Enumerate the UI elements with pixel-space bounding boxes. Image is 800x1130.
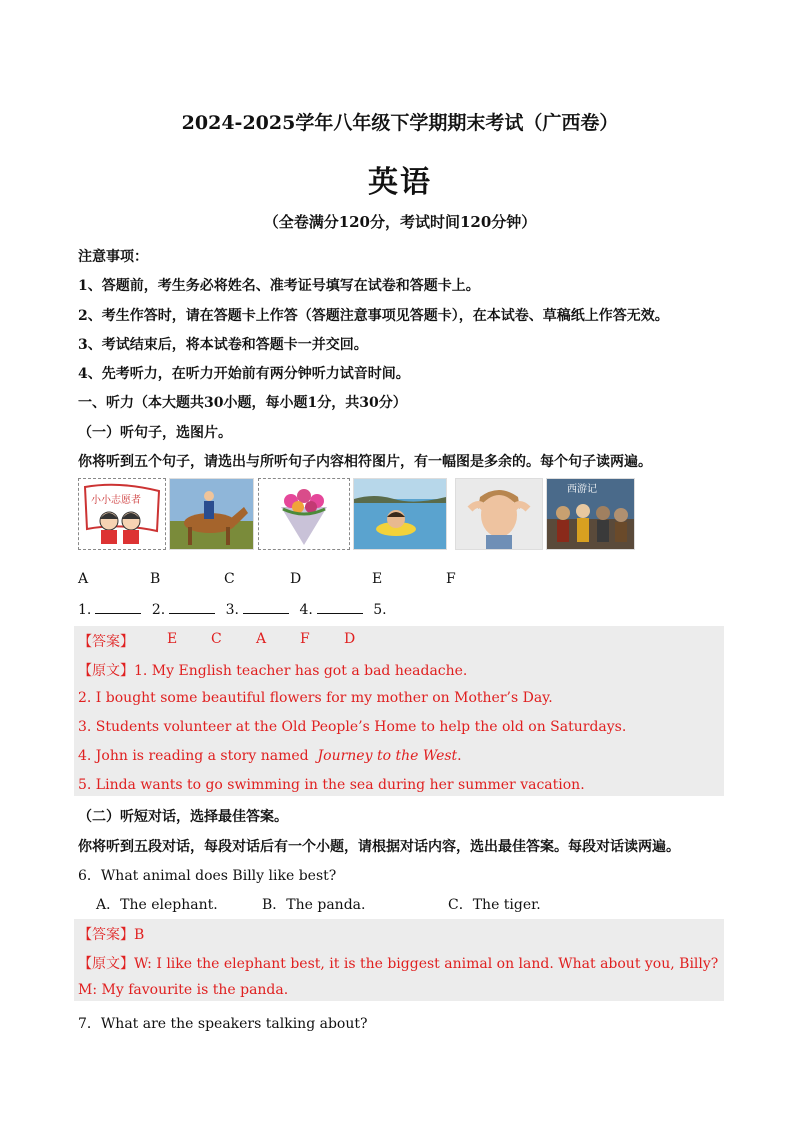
- answer-2: C: [211, 631, 222, 647]
- picture-letter-f: F: [446, 571, 456, 587]
- answer-5: D: [344, 631, 356, 647]
- blank-1[interactable]: [95, 601, 141, 614]
- blank-label-2: 2.: [151, 602, 166, 618]
- notes-item-1: 1、答题前，考生务必将姓名、准考证号填写在试卷和答题卡上。: [78, 278, 480, 294]
- subject-title: 英语: [368, 165, 432, 200]
- script-text-1: 1. My English teacher has got a bad headache.: [134, 663, 468, 679]
- script-text-4: 4. John is reading a story named: [78, 748, 309, 764]
- q6-answer: 【答案】B: [78, 927, 145, 943]
- picture-c-flowers: [258, 478, 350, 550]
- blank-label-1: 1.: [78, 602, 92, 618]
- script-line-2: 2. I bought some beautiful flowers for my mother on Mother’s Day.: [78, 690, 553, 706]
- script-book-title: Journey to the West: [317, 748, 458, 764]
- question-6: 6．What animal does Billy like best?: [78, 868, 337, 884]
- q6-option-a[interactable]: A．The elephant.: [96, 897, 218, 913]
- q6-script-line-1: [78, 953, 718, 973]
- blank-4[interactable]: [317, 601, 363, 614]
- sub2-heading: （二）听短对话，选择最佳答案。: [78, 809, 288, 825]
- answer-4: F: [300, 631, 310, 647]
- notes-item-3: 3、考试结束后，将本试卷和答题卡一并交回。: [78, 337, 368, 353]
- q6-option-c[interactable]: C．The tiger.: [448, 897, 541, 913]
- picture-b-horse: [169, 478, 254, 550]
- picture-letter-d: D: [290, 571, 302, 587]
- answer-3: A: [256, 631, 267, 647]
- part1-heading: 一、听力（本大题共30小题，每小题1分，共30分）: [78, 395, 407, 411]
- notes-heading: 注意事项：: [78, 249, 148, 265]
- script-line-3: 3. Students volunteer at the Old People’s Home to help the old on Saturdays.: [78, 719, 627, 735]
- exam-title: 2024-2025学年八年级下学期期末考试（广西卷）: [181, 112, 619, 134]
- exam-meta: （全卷满分120分，考试时间120分钟）: [263, 213, 537, 231]
- notes-item-2: 2、考生作答时，请在答题卡上作答（答题注意事项见答题卡），在本试卷、草稿纸上作答无效。: [78, 308, 669, 324]
- answer-1: E: [167, 631, 178, 647]
- script-line-5: 5. Linda wants to go swimming in the sea during her summer vacation.: [78, 777, 585, 793]
- picture-a-text: 小小志愿者: [91, 495, 141, 506]
- picture-letter-b: B: [150, 571, 161, 587]
- blank-3[interactable]: [243, 601, 289, 614]
- picture-f-text: 西游记: [567, 484, 597, 495]
- sub1-heading: （一）听句子，选图片。: [78, 425, 232, 441]
- answer-blanks-row: [78, 601, 387, 618]
- q6-script-line-2: M: My favourite is the panda.: [78, 982, 289, 998]
- blank-label-4: 4.: [299, 602, 313, 618]
- q6-script-text: W: I like the elephant best, it is the biggest animal on land. What about you, Billy?: [134, 956, 719, 972]
- script-text-4-end: .: [457, 748, 462, 764]
- picture-letter-c: C: [224, 571, 235, 587]
- picture-letter-a: A: [78, 571, 89, 587]
- sub1-instruction: 你将听到五个句子，请选出与所听句子内容相符图片，有一幅图是多余的。每个句子读两遍。: [78, 454, 652, 470]
- blank-label-3: 3.: [225, 602, 239, 618]
- picture-e-headache: [455, 478, 543, 550]
- picture-d-swimming: [353, 478, 447, 550]
- picture-letter-e: E: [372, 571, 383, 587]
- script-label-1: 【原文】: [78, 663, 134, 679]
- answer-label-1: 【答案】: [78, 634, 134, 650]
- picture-f-journey-west: [546, 478, 635, 550]
- sub2-instruction: 你将听到五段对话，每段对话后有一个小题，请根据对话内容，选出最佳答案。每段对话读两遍。: [78, 839, 680, 855]
- q6-script-label: 【原文】: [78, 956, 134, 972]
- question-7: 7．What are the speakers talking about?: [78, 1016, 368, 1032]
- picture-a-volunteers: [78, 478, 166, 550]
- script-line-1: [78, 660, 467, 680]
- blank-label-5: 5.: [373, 602, 387, 618]
- notes-item-4: 4、先考听力，在听力开始前有两分钟听力试音时间。: [78, 366, 410, 382]
- script-line-4: [78, 748, 462, 764]
- blank-2[interactable]: [169, 601, 215, 614]
- answer-block-1: [74, 626, 724, 796]
- q6-option-b[interactable]: B．The panda.: [262, 897, 366, 913]
